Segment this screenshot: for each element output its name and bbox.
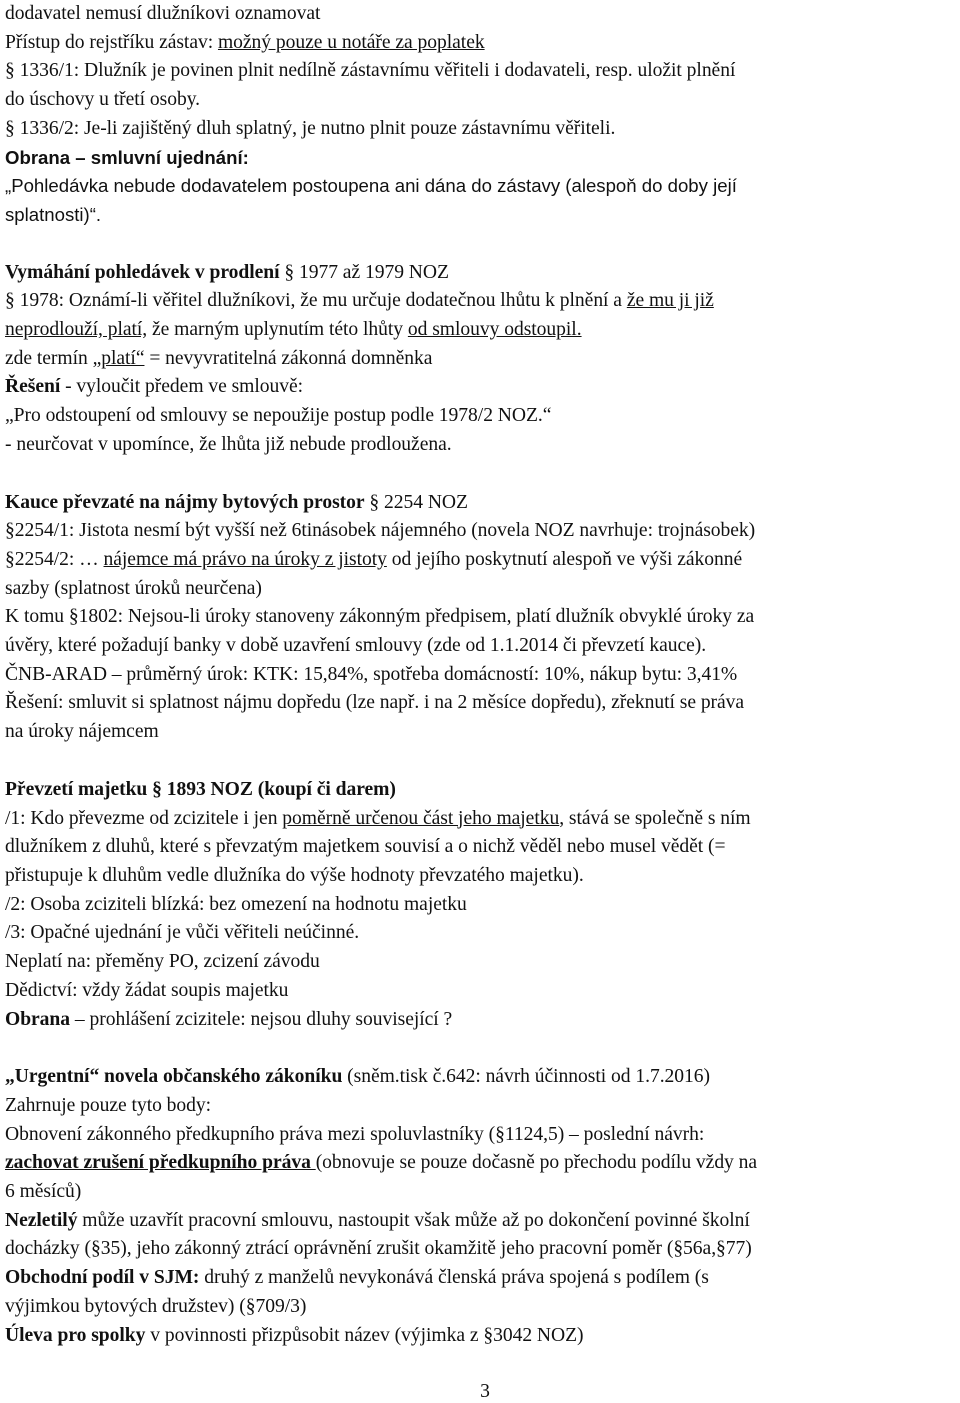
text-line: úvěry, které požadují banky v době uzavření smlouvy (zde od 1.1.2014 či převzetí kauce). (5, 635, 707, 657)
text-line: Řešení - vyloučit předem ve smlouvě: (5, 376, 304, 398)
text-line: sazby (splatnost úroků neurčena) (5, 577, 262, 599)
text-line: Obrana – prohlášení zcizitele: nejsou dluhy související ? (5, 1008, 453, 1030)
text-line: Úleva pro spolky v povinnosti přizpůsobit název (výjimka z §3042 NOZ) (5, 1324, 584, 1346)
section-heading: Kauce převzaté na nájmy bytových prostor § 2254 NOZ (5, 491, 468, 513)
text-line: K tomu §1802: Nejsou-li úroky stanoveny zákonným předpisem, platí dlužník obvyklé úroky za (5, 606, 755, 628)
text-line: do úschovy u třetí osoby. (5, 89, 201, 111)
text-line: na úroky nájemcem (5, 721, 159, 743)
text-line: - neurčovat v upomínce, že lhůta již nebude prodloužena. (5, 433, 452, 455)
text-line: § 1336/1: Dlužník je povinen plnit nedílně zástavnímu věřiteli i dodavateli, resp. uložit plnění (5, 60, 736, 82)
section-heading: Obrana – smluvní ujednání: (5, 146, 249, 168)
text-line: ČNB-ARAD – průměrný úrok: KTK: 15,84%, spotřeba domácností: 10%, nákup bytu: 3,41% (5, 663, 738, 685)
document-page (5, 0, 957, 1350)
text-line: „Pro odstoupení od smlouvy se nepoužije postup podle 1978/2 NOZ.“ (5, 405, 552, 427)
section-pledge (5, 0, 957, 230)
page-number: 3 (480, 1381, 490, 1402)
text-line: /2: Osoba zciziteli blízká: bez omezení na hodnotu majetku (5, 893, 467, 915)
text-line: Zahrnuje pouze tyto body: (5, 1094, 212, 1116)
section-heading: Vymáhání pohledávek v prodlení § 1977 až 1979 NOZ (5, 261, 449, 283)
text-line: zachovat zrušení předkupního práva (obnovuje se pouze dočasně po přechodu podílu vždy na (5, 1152, 758, 1174)
section-heading: Převzetí majetku § 1893 NOZ (koupí či darem) (5, 778, 396, 800)
text-line: /3: Opačné ujednání je vůči věřiteli neúčinné. (5, 922, 360, 944)
text-line: „Pohledávka nebude dodavatelem postoupena ani dána do zástavy (alespoň do doby její (5, 175, 737, 197)
text-line: /1: Kdo převezme od zcizitele i jen poměrně určenou část jeho majetku, stává se společně s ním (5, 807, 751, 829)
text-line: splatnosti)“. (5, 203, 102, 225)
text-line: přistupuje k dluhům vedle dlužníka do výše hodnoty převzatého majetku). (5, 864, 584, 886)
text-line: Řešení: smluvit si splatnost nájmu dopředu (lze např. i na 2 měsíce dopředu), zřeknutí se práva (5, 692, 745, 714)
text-line: 6 měsíců) (5, 1181, 82, 1203)
text-line: dlužníkem z dluhů, které s převzatým majetkem souvisí a o nichž věděl nebo musel vědět (= (5, 836, 726, 858)
text-line: neprodlouží, platí, že marným uplynutím této lhůty od smlouvy odstoupil. (5, 319, 582, 341)
section-heading: „Urgentní“ novela občanského zákoníku (sněm.tisk č.642: návrh účinnosti od 1.7.2016) (5, 1066, 711, 1088)
text-line: Obnovení zákonného předkupního práva mezi spoluvlastníky (§1124,5) – poslední návrh: (5, 1123, 705, 1145)
section-asset-transfer (5, 776, 957, 1034)
text-line: dodavatel nemusí dlužníkovi oznamovat (5, 3, 321, 24)
text-line: výjimkou bytových družstev) (§709/3) (5, 1295, 307, 1317)
text-line: Dědictví: vždy žádat soupis majetku (5, 979, 289, 1001)
text-line: docházky (§35), jeho zákonný ztrácí oprávnění zrušit okamžitě jeho pracovní poměr (§56a,§77) (5, 1238, 752, 1260)
text-line: Neplatí na: přeměny PO, zcizení závodu (5, 951, 320, 973)
section-deposits (5, 489, 957, 747)
text-line: §2254/2: … nájemce má právo na úroky z jistoty od jejího poskytnutí alespoň ve výši zákonné (5, 548, 743, 570)
text-line: Přístup do rejstříku zástav: možný pouze u notáře za poplatek (5, 31, 485, 53)
text-line: Nezletilý může uzavřít pracovní smlouvu, nastoupit však může až po dokončení povinné školní (5, 1209, 750, 1231)
text-line: §2254/1: Jistota nesmí být vyšší než 6tinásobek nájemného (novela NOZ navrhuje: trojnásobek) (5, 520, 756, 542)
text-line: § 1336/2: Je-li zajištěný dluh splatný, je nutno plnit pouze zástavnímu věřiteli. (5, 117, 616, 139)
section-collection (5, 259, 957, 460)
text-line: zde termín „platí“ = nevyvratitelná zákonná domněnka (5, 347, 433, 369)
text-line: Obchodní podíl v SJM: druhý z manželů nevykonává členská práva spojená s podílem (s (5, 1267, 709, 1289)
text-line: § 1978: Oznámí-li věřitel dlužníkovi, že mu určuje dodatečnou lhůtu k plnění a že mu ji již (5, 290, 714, 312)
section-amendment (5, 1063, 957, 1350)
